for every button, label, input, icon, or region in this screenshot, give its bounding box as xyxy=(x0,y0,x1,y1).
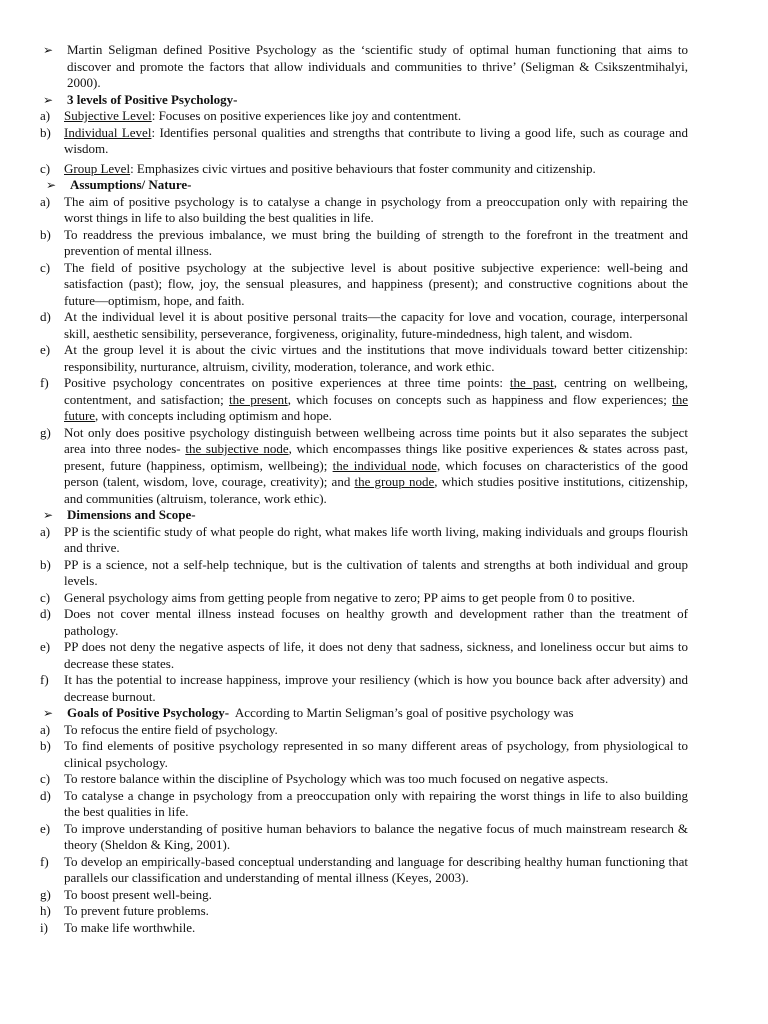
text-segment: Positive psychology concentrates on positive experiences at three time points: xyxy=(64,375,510,390)
heading-levels: 3 levels of Positive Psychology- xyxy=(67,91,238,107)
list-marker: b) xyxy=(40,226,51,242)
heading-assumptions: Assumptions/ Nature- xyxy=(70,177,192,192)
list-item xyxy=(40,887,688,904)
list-item-text: To readdress the previous imbalance, we must bring the building of strength to the forefront in the treatment and prevention of mental illness. xyxy=(64,226,688,258)
list-item xyxy=(40,342,688,375)
list-item-text: To catalyse a change in psychology from a preoccupation only with repairing the worst things in life to also building the best qualities in life. xyxy=(64,787,688,819)
document-page xyxy=(40,42,688,936)
text-segment: , which studies positive institutions, citizenship, and communities (altruism, tolerance, work ethic). xyxy=(64,474,689,506)
list-item-text: The aim of positive psychology is to catalyse a change in psychology from a preoccupation only with repairing the worst things in life to also building the best qualities in life. xyxy=(64,193,688,225)
arrow-bullet-icon: ➢ xyxy=(46,178,57,192)
list-item xyxy=(40,227,688,260)
arrow-bullet-icon: ➢ xyxy=(43,508,54,522)
list-marker: g) xyxy=(40,886,51,902)
list-item xyxy=(40,722,688,739)
list-item-text: To boost present well-being. xyxy=(64,886,212,902)
term-group-level: Group Level xyxy=(64,160,131,176)
list-marker: e) xyxy=(40,639,51,654)
list-item xyxy=(40,854,688,887)
list-marker: a) xyxy=(40,108,51,123)
term-subjective-level: Subjective Level xyxy=(64,108,152,123)
arrow-bullet-icon: ➢ xyxy=(43,92,54,107)
list-item-text: To develop an empirically-based conceptual understanding and language for describing healthy human functioning that parallels our classification and understanding of mental illness (Keyes, 2003). xyxy=(64,853,688,885)
list-item xyxy=(40,375,688,425)
heading-levels-row xyxy=(40,92,688,109)
list-marker: f) xyxy=(40,672,49,687)
list-item-text: Does not cover mental illness instead focuses on healthy growth and development rather than the treatment of pathology. xyxy=(64,606,688,638)
list-marker: b) xyxy=(40,556,51,572)
text-segment: , with concepts including optimism and hope. xyxy=(95,408,332,423)
heading-goals-row xyxy=(40,705,688,722)
heading-goals: Goals of Positive Psychology- xyxy=(67,705,230,720)
list-marker: b) xyxy=(40,124,51,140)
list-marker: c) xyxy=(40,589,51,605)
heading-assumptions-row xyxy=(40,177,688,194)
list-item-text: PP is a science, not a self-help technique, but is the cultivation of talents and strengths at both individual and group levels. xyxy=(64,556,688,588)
list-marker: a) xyxy=(40,193,51,209)
list-item xyxy=(40,425,688,508)
list-marker: b) xyxy=(40,738,51,753)
list-marker: e) xyxy=(40,342,51,357)
list-marker: c) xyxy=(40,771,51,786)
list-marker: c) xyxy=(40,160,51,176)
list-item xyxy=(40,524,688,557)
list-marker: i) xyxy=(40,919,48,935)
list-marker: g) xyxy=(40,424,51,440)
term-the-present: the present xyxy=(229,391,288,407)
list-marker: a) xyxy=(40,721,51,737)
list-item-text: To restore balance within the discipline of Psychology which was too much focused on negative aspects. xyxy=(64,771,609,786)
list-item xyxy=(40,639,688,672)
term-individual-level: Individual Level xyxy=(64,124,152,140)
list-item-text: PP is the scientific study of what people do right, what makes life worth living, making individuals and groups flourish and thrive. xyxy=(64,523,688,555)
list-item-text: To find elements of positive psychology represented in so many different areas of psychology, from physiological to clinical psychology. xyxy=(64,738,688,770)
list-item-text: : Focuses on positive experiences like joy and contentment. xyxy=(151,108,462,123)
text-segment: , which encompasses things like positive experiences & states across past, present, future (happiness, optimism, wellbeing); xyxy=(64,441,688,473)
list-item-text: The field of positive psychology at the subjective level is about positive subjective experience: well-being and satisfaction (past); flow, joy, the sensual pleasures, and happiness (present); and constructive cognitions about the future—optimism, hope, and faith. xyxy=(64,259,688,308)
list-marker: a) xyxy=(40,523,51,539)
list-marker: e) xyxy=(40,820,51,836)
list-item xyxy=(40,771,688,788)
list-item xyxy=(40,788,688,821)
list-item xyxy=(40,260,688,310)
term-the-future: the future xyxy=(64,391,688,423)
text-segment: , which focuses on concepts such as happiness and flow experiences; xyxy=(287,391,673,407)
list-item xyxy=(40,557,688,590)
list-item-text: : Identifies personal qualities and strengths that contribute to living a good life, such as courage and wisdom. xyxy=(64,124,688,156)
list-marker: d) xyxy=(40,309,51,324)
term-subjective-node: the subjective node xyxy=(185,441,289,456)
list-item xyxy=(40,161,688,178)
list-item-text: To refocus the entire field of psychology. xyxy=(64,721,278,737)
list-marker: d) xyxy=(40,787,51,803)
list-item xyxy=(40,738,688,771)
list-item-text: : Emphasizes civic virtues and positive behaviours that foster community and citizenship. xyxy=(130,160,596,176)
list-item xyxy=(40,920,688,937)
arrow-bullet-icon: ➢ xyxy=(43,706,54,720)
list-item xyxy=(40,590,688,607)
list-item xyxy=(40,309,688,342)
list-marker: f) xyxy=(40,853,49,869)
text-segment: which focuses on characteristics of the good person (talent, wisdom, love, courage, creativity); and xyxy=(64,457,688,489)
list-item-text: It has the potential to increase happiness, improve your resiliency (which is how you bounce back after adversity) and decrease burnout. xyxy=(64,672,688,704)
list-item xyxy=(40,108,688,125)
arrow-bullet-icon: ➢ xyxy=(43,43,54,57)
intro-text: Martin Seligman defined Positive Psychology as the ‘scientific study of optimal human functioning that aims to discover and promote the factors that allow individuals and communities to thrive’ (Seligman & Csikszentmihalyi, 2000). xyxy=(67,42,688,90)
heading-dimensions: Dimensions and Scope- xyxy=(67,507,196,522)
text-segment: , centring on wellbeing, contentment, and satisfaction; xyxy=(64,375,688,407)
list-item-text: At the group level it is about the civic virtues and the institutions that move individuals toward better citizenship: responsibility, nurturance, altruism, civility, moderation, tolerance, and work ethic. xyxy=(64,342,688,374)
list-item xyxy=(40,903,688,920)
list-item-text: At the individual level it is about positive personal traits—the capacity for love and vocation, courage, interpersonal skill, aesthetic sensibility, perseverance, forgiveness, originality, future-mindedness, high talent, and wisdom. xyxy=(64,309,688,341)
list-marker: c) xyxy=(40,259,51,275)
term-individual-node: the individual node, xyxy=(332,457,441,473)
list-item-text: To improve understanding of positive human behaviors to balance the negative focus of much mainstream research & theory (Sheldon & King, 2001). xyxy=(64,820,688,852)
text-segment: Not only does positive psychology distinguish between wellbeing across time points but it also separates the subject area into three nodes- xyxy=(64,424,688,456)
term-the-past: the past xyxy=(509,375,554,390)
list-item xyxy=(40,125,688,158)
list-item xyxy=(40,194,688,227)
list-item-text: PP does not deny the negative aspects of life, it does not deny that sadness, sickness, and loneliness occur but aims to decrease these states. xyxy=(64,639,688,671)
list-item xyxy=(40,606,688,639)
list-marker: h) xyxy=(40,903,51,918)
list-marker: f) xyxy=(40,375,49,390)
list-item xyxy=(40,672,688,705)
list-item-text: General psychology aims from getting people from negative to zero; PP aims to get people from 0 to positive. xyxy=(64,589,636,605)
list-marker: d) xyxy=(40,606,51,621)
heading-dimensions-row xyxy=(40,507,688,524)
heading-goals-rest: According to Martin Seligman’s goal of positive psychology was xyxy=(229,705,574,720)
list-item-text: To prevent future problems. xyxy=(64,903,209,918)
term-group-node: the group node xyxy=(354,474,435,489)
list-item xyxy=(40,821,688,854)
list-item-text: To make life worthwhile. xyxy=(64,919,196,935)
bullet-intro xyxy=(40,42,688,92)
